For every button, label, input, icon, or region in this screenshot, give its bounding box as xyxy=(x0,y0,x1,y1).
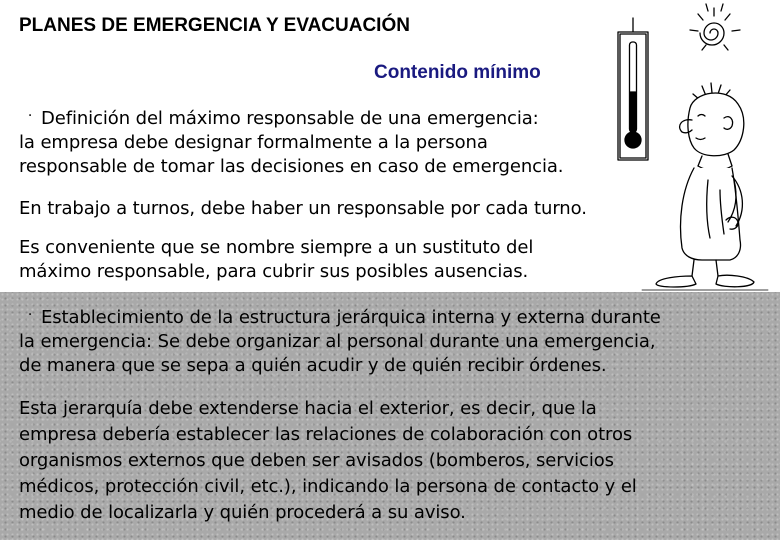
sun-spiral-icon xyxy=(690,4,740,50)
section1-paragraph xyxy=(19,104,563,179)
thermometer-icon xyxy=(618,18,648,160)
slide-subtitle: Contenido mínimo xyxy=(374,62,541,83)
section1-line: la empresa debe designar formalmente a la persona xyxy=(19,132,488,153)
person-figure xyxy=(642,83,768,290)
section2-paragraph xyxy=(19,303,661,378)
slide-title: PLANES DE EMERGENCIA Y EVACUACIÓN xyxy=(19,15,410,36)
section2-bullet-text: Establecimiento de la estructura jerárquica interna y externa durante xyxy=(41,307,661,328)
section1-shifts-paragraph: En trabajo a turnos, debe haber un responsable por cada turno. xyxy=(19,198,587,219)
person-thermometer-illustration xyxy=(598,0,780,292)
section2-para2-line: empresa debería establecer las relaciones de colaboración con otros xyxy=(19,424,633,445)
section1-substitute-paragraph xyxy=(19,236,533,284)
section1-line: responsable de tomar las decisiones en caso de emergencia. xyxy=(19,156,564,177)
section2-para2-line: Esta jerarquía debe extenderse hacia el exterior, es decir, que la xyxy=(19,398,597,419)
section2-para2-line: medio de localizarla y quién procederá a su aviso. xyxy=(19,502,466,523)
section1-bullet-text: Definición del máximo responsable de una emergencia: xyxy=(41,108,539,129)
section2-line: la emergencia: Se debe organizar al personal durante una emergencia, xyxy=(19,331,656,352)
section1-para3-line: máximo responsable, para cubrir sus posibles ausencias. xyxy=(19,261,529,282)
section1-para3-line: Es conveniente que se nombre siempre a un sustituto del xyxy=(19,237,534,258)
bullet-dot: · xyxy=(27,307,33,323)
section2-line: de manera que se sepa a quién acudir y de quién recibir órdenes. xyxy=(19,355,607,376)
section2-para2-line: médicos, protección civil, etc.), indicando la persona de contacto y el xyxy=(19,476,637,497)
bullet-dot: · xyxy=(27,108,33,124)
section2-hierarchy-paragraph xyxy=(19,396,637,526)
section2-para2-line: organismos externos que deben ser avisados (bomberos, servicios xyxy=(19,450,614,471)
